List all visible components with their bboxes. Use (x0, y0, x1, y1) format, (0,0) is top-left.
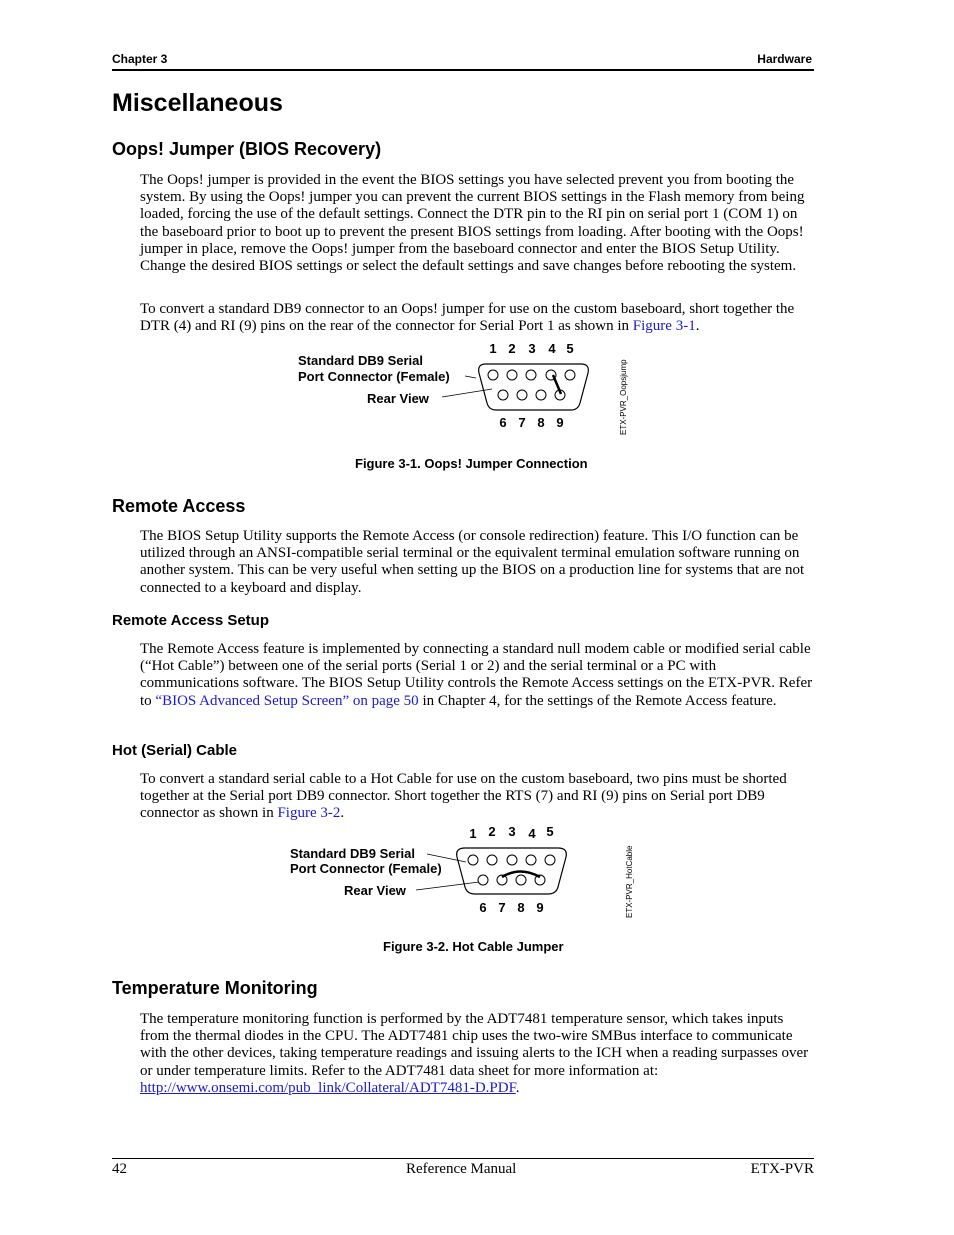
figure-oops-jumper-diagram (290, 338, 650, 438)
remote-heading: Remote Access (112, 496, 246, 516)
fig2-pin-3 (507, 855, 517, 865)
bios-advanced-setup-link[interactable]: “BIOS Advanced Setup Screen” on page 50 (155, 692, 419, 709)
fig2-pin-5 (545, 855, 555, 865)
setup-text: The Remote Access feature is implemented by connecting a standard null modem cable or modified serial cable (“Hot Cable”) between one of the serial ports (Serial 1 or 2) and the serial terminal or a PC with communications software. The BIOS Setup Utility controls the Remote Access settings on the ETX-PVR. Refer to (140, 641, 813, 709)
fig2-pins (468, 855, 555, 885)
fig2-bottom-pin-label: 6 (479, 900, 487, 915)
setup-text-end: in Chapter 4, for the settings of the Remote Access feature. (418, 692, 777, 709)
temp-text-end: . (515, 1079, 520, 1096)
page-number: 42 (112, 1161, 127, 1177)
oops-paragraph-2 (140, 301, 814, 335)
fig1-side-id: ETX-PVR_Oopsjump (619, 359, 628, 435)
fig1-bottom-pin-label: 7 (518, 415, 526, 430)
fig2-top-pin-label: 3 (508, 824, 516, 839)
fig2-rear-view: Rear View (344, 883, 406, 898)
section-label: Hardware (757, 52, 812, 66)
chapter-label: Chapter 3 (112, 52, 168, 66)
temperature-paragraph (140, 1011, 814, 1097)
oops-p2-end: . (695, 318, 700, 335)
fig1-pin-3 (526, 370, 536, 380)
fig1-pin-2 (507, 370, 517, 380)
figure-hot-cable-diagram (282, 822, 652, 922)
remote-setup-heading: Remote Access Setup (112, 612, 270, 629)
fig2-top-pin-label: 4 (528, 826, 536, 841)
fig2-pin-1 (468, 855, 478, 865)
fig2-top-pin-label: 5 (546, 824, 554, 839)
fig1-pin-1 (488, 370, 498, 380)
hot-cable-paragraph (140, 771, 814, 823)
temp-text: The temperature monitoring function is performed by the ADT7481 temperature sensor, which takes inputs from the thermal diodes in the CPU. The ADT7481 chip uses the two-wire SMBus interface to communicate with the other devices, taking temperature readings and issuing alerts to the ICH when a reading surpasses over or under temperature limits. Refer to the ADT7481 data sheet for more information at: (140, 1011, 809, 1079)
hot-text: To convert a standard serial cable to a Hot Cable for use on the custom baseboard, two pins must be shorted together at the Serial port DB9 connector. Short together the RTS (7) and RI (9) pins on Serial port DB9 connector as shown in (140, 771, 787, 822)
fig2-side-id: ETX-PVR_HotCable (625, 845, 634, 918)
page-header (112, 52, 814, 71)
fig2-top-pin-label: 2 (488, 824, 496, 839)
fig1-top-pin-label: 4 (548, 341, 556, 356)
fig1-pins (488, 370, 575, 400)
fig2-label-line2: Port Connector (Female) (290, 861, 442, 876)
oops-heading: Oops! Jumper (BIOS Recovery) (112, 139, 382, 159)
fig1-top-pin-label: 5 (566, 341, 574, 356)
hot-cable-heading: Hot (Serial) Cable (112, 742, 238, 759)
fig1-pin-6 (498, 390, 508, 400)
fig2-pin-4 (526, 855, 536, 865)
remote-paragraph: The BIOS Setup Utility supports the Remote Access (or console redirection) feature. This I/O function can be utilized through an ANSI-compatible serial terminal or the equivalent terminal emulation software running on another system. This can be very useful when setting up the BIOS on a production line for systems that are not connected to a keyboard and display. (140, 528, 805, 596)
page-title: Miscellaneous (112, 89, 283, 117)
fig1-top-pin-label: 2 (508, 341, 516, 356)
oops-paragraph-1: The Oops! jumper is provided in the event the BIOS settings you have selected prevent you from booting the system. By using the Oops! jumper you can prevent the current BIOS settings in the Flash memory from being loaded, forcing the use of the default settings. Connect the DTR pin to the RI pin on serial port 1 (COM 1) on the baseboard prior to boot up to prevent the present BIOS settings from loading. After booting with the Oops! jumper in place, remove the Oops! jumper from the baseboard connector and enter the BIOS Setup Utility. Change the desired BIOS settings or select the default settings and save changes before rebooting the system. (140, 172, 805, 275)
fig1-leader-connector (465, 376, 476, 378)
fig1-pin-7 (517, 390, 527, 400)
fig1-label-line2: Port Connector (Female) (298, 369, 450, 384)
oops-p2-text: To convert a standard DB9 connector to an Oops! jumper for use on the custom baseboard, short together the DTR (4) and RI (9) pins on the rear of the connector for Serial Port 1 as shown in (140, 301, 795, 335)
fig2-pin-6 (478, 875, 488, 885)
footer-center: Reference Manual (406, 1161, 517, 1177)
fig2-pin-8 (516, 875, 526, 885)
figure-3-2-caption: Figure 3-2. Hot Cable Jumper (383, 939, 564, 954)
figure-3-2-link[interactable]: Figure 3-2 (277, 805, 341, 822)
fig2-bottom-pin-label: 8 (517, 900, 525, 915)
figure-3-1-link[interactable]: Figure 3-1 (632, 318, 696, 335)
fig2-label-line1: Standard DB9 Serial (290, 846, 415, 861)
fig1-rear-view: Rear View (367, 391, 429, 406)
figure-3-1-caption: Figure 3-1. Oops! Jumper Connection (355, 456, 588, 471)
onsemi-datasheet-link[interactable]: http://www.onsemi.com/pub_link/Collateral/ADT7481-D.PDF (140, 1079, 516, 1096)
fig1-top-pin-label: 1 (489, 341, 497, 356)
fig2-pin-2 (487, 855, 497, 865)
fig1-label-line1: Standard DB9 Serial (298, 353, 423, 368)
fig1-bottom-pin-label: 6 (499, 415, 507, 430)
fig2-leader-rear (416, 882, 479, 890)
temperature-heading: Temperature Monitoring (112, 978, 318, 998)
page-footer (112, 1158, 814, 1177)
remote-setup-paragraph (140, 641, 814, 710)
fig1-bottom-pin-label: 8 (537, 415, 545, 430)
fig2-bottom-pin-label: 9 (536, 900, 544, 915)
footer-product: ETX-PVR (750, 1161, 814, 1177)
fig1-pin-5 (565, 370, 575, 380)
fig1-top-pin-label: 3 (528, 341, 536, 356)
fig1-bottom-pin-label: 9 (556, 415, 564, 430)
fig2-bottom-pin-label: 7 (498, 900, 506, 915)
hot-text-end: . (340, 805, 345, 822)
fig2-top-pin-label: 1 (469, 826, 477, 841)
fig1-pin-8 (536, 390, 546, 400)
